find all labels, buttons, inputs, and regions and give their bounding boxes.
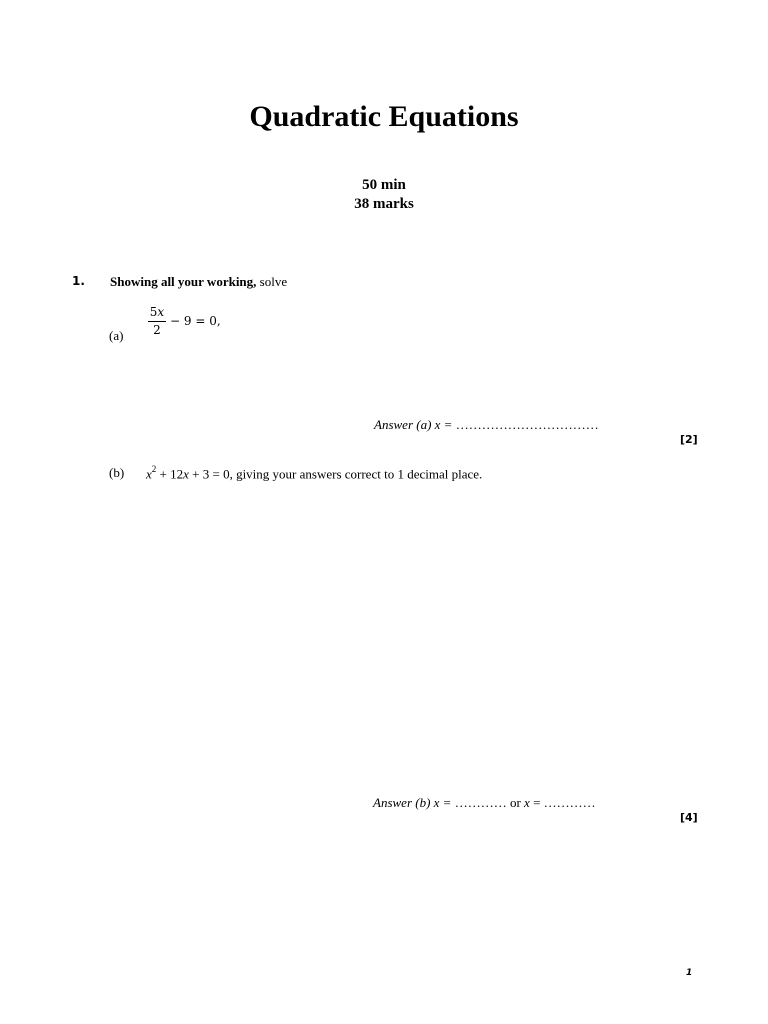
numerator-coefficient: 5 [149, 305, 158, 319]
part-b-answer-line [373, 795, 596, 811]
part-b-equation [146, 465, 482, 482]
fraction-numerator [148, 305, 166, 319]
question-intro-rest: solve [256, 274, 288, 289]
part-a-answer-dots: …………………………… [452, 417, 599, 432]
part-a-label: (a) [109, 328, 124, 343]
part-a-answer-line [374, 417, 599, 433]
part-b-marks: [4] [680, 811, 698, 824]
question-intro-bold: Showing all your working, [110, 274, 257, 289]
part-b-answer-or: or [506, 795, 525, 810]
part-b-var-x: x [146, 466, 152, 482]
part-b-label: (b) [109, 465, 125, 480]
part-b-answer-prefix: Answer (b) x = [373, 795, 452, 810]
page-number: 1 [686, 968, 693, 978]
fraction-denominator: 2 [153, 323, 161, 337]
part-a-equation-rest: − 9 = 0, [170, 314, 221, 328]
fraction-bar [148, 321, 166, 322]
question-number: 1. [72, 274, 85, 288]
question-intro [110, 274, 287, 290]
part-b-answer-var: x [524, 795, 530, 810]
numerator-variable: x [157, 305, 165, 319]
part-b-eq-mid2: + 3 = 0, giving your answers correct to 1 decimal place. [188, 466, 483, 482]
part-b-eq-mid1: + 12 [156, 466, 184, 482]
part-b-var-x2: x [183, 466, 189, 482]
part-b-answer-eq: = [529, 795, 544, 810]
page-title: Quadratic Equations [249, 100, 519, 133]
part-b-exponent: 2 [151, 464, 157, 474]
part-a-marks: [2] [680, 433, 698, 446]
part-a-answer-prefix: Answer (a) x = [374, 417, 453, 432]
part-b-answer-dots1: ………… [451, 795, 507, 810]
part-b-answer-dots2: ………… [543, 795, 596, 810]
part-a-fraction [148, 305, 166, 337]
exam-duration: 50 min [362, 177, 406, 193]
exam-total-marks: 38 marks [354, 196, 414, 212]
